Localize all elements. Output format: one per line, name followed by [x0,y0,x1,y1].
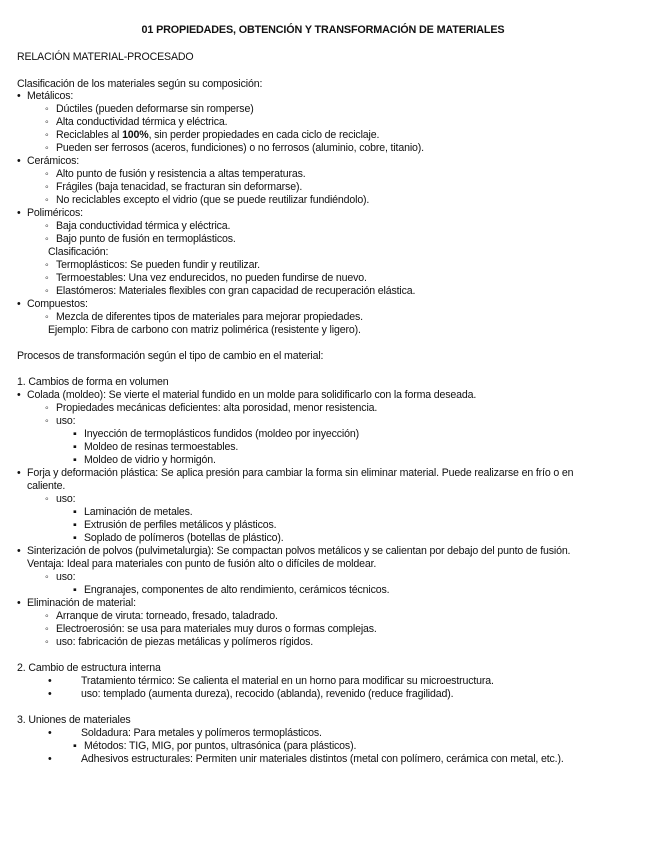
list-item: Baja conductividad térmica y eléctrica. [56,220,231,232]
bullet-disc: • [17,155,21,167]
list-item: uso: templado (aumenta dureza), recocido (ablanda), revenido (reduce fragilidad). [81,688,454,700]
bullet-disc: • [17,389,21,401]
advantage-text: Ventaja: Ideal para materiales con punto de fusión alto o difíciles de moldear. [27,558,377,570]
list-item: Alto punto de fusión y resistencia a altas temperaturas. [56,168,306,180]
list-item: Engranajes, componentes de alto rendimiento, cerámicos técnicos. [84,584,390,596]
bullet-circle: ◦ [45,415,49,427]
bullet-disc: • [17,298,21,310]
bullet-disc: • [48,675,52,687]
list-item: Soplado de polímeros (botellas de plástico). [84,532,284,544]
bullet-square: ▪ [73,441,77,453]
list-item: Pueden ser ferrosos (aceros, fundiciones) o no ferrosos (aluminio, cobre, titanio). [56,142,424,154]
text-fragment: Reciclables al [56,129,123,141]
bullet-square: ▪ [73,454,77,466]
section-3-heading: 3. Uniones de materiales [17,714,131,726]
bullet-square: ▪ [73,584,77,596]
list-item: Laminación de metales. [84,506,193,518]
bullet-disc: • [17,90,21,102]
list-item: Métodos: TIG, MIG, por puntos, ultrasónica (para plásticos). [84,740,357,752]
bullet-square: ▪ [73,428,77,440]
bullet-disc: • [48,753,52,765]
bullet-circle: ◦ [45,168,49,180]
bullet-circle: ◦ [45,103,49,115]
bullet-disc: • [48,727,52,739]
bullet-circle: ◦ [45,402,49,414]
list-item: Tratamiento térmico: Se calienta el material en un horno para modificar su microestructura. [81,675,494,687]
list-item: Dúctiles (pueden deformarse sin romperse) [56,103,254,115]
bullet-circle: ◦ [45,311,49,323]
bullet-square: ▪ [73,506,77,518]
list-item: Termoplásticos: Se pueden fundir y reutilizar. [56,259,260,271]
list-item: No reciclables excepto el vidrio (que se puede reutilizar fundiéndolo). [56,194,370,206]
list-item: Extrusión de perfiles metálicos y plásticos. [84,519,277,531]
category-metalicos: Metálicos: [27,90,74,102]
list-item: Mezcla de diferentes tipos de materiales para mejorar propiedades. [56,311,363,323]
list-item: Termoestables: Una vez endurecidos, no pueden fundirse de nuevo. [56,272,367,284]
list-item: Bajo punto de fusión en termoplásticos. [56,233,236,245]
bullet-circle: ◦ [45,233,49,245]
bullet-circle: ◦ [45,623,49,635]
uso-label: uso: [56,571,76,583]
bullet-square: ▪ [73,519,77,531]
category-polimericos: Poliméricos: [27,207,83,219]
bold-percent: 100% [122,129,149,141]
bullet-square: ▪ [73,740,77,752]
bullet-circle: ◦ [45,194,49,206]
bullet-circle: ◦ [45,129,49,141]
bullet-circle: ◦ [45,181,49,193]
bullet-disc: • [17,467,21,479]
bullet-disc: • [17,545,21,557]
category-ceramicos: Cerámicos: [27,155,80,167]
category-compuestos: Compuestos: [27,298,88,310]
bullet-disc: • [17,597,21,609]
processes-intro: Procesos de transformación según el tipo de cambio en el material: [17,350,324,362]
list-item: Soldadura: Para metales y polímeros termoplásticos. [81,727,322,739]
process-forja-cont: caliente. [27,480,66,492]
bullet-circle: ◦ [45,272,49,284]
bullet-circle: ◦ [45,610,49,622]
list-item: Moldeo de resinas termoestables. [84,441,239,453]
bullet-square: ▪ [73,532,77,544]
bullet-disc: • [17,207,21,219]
bullet-circle: ◦ [45,259,49,271]
sub-label: Clasificación: [48,246,109,258]
list-item: Elastómeros: Materiales flexibles con gran capacidad de recuperación elástica. [56,285,416,297]
list-item: Frágiles (baja tenacidad, se fracturan sin deformarse). [56,181,303,193]
list-item: Adhesivos estructurales: Permiten unir materiales distintos (metal con polímero, cerámica con metal, etc.). [81,753,564,765]
process-sinterizacion: Sinterización de polvos (pulvimetalurgia): Se compactan polvos metálicos y se calientan por debajo del punto de fusión. [27,545,571,557]
list-item: Inyección de termoplásticos fundidos (moldeo por inyección) [84,428,359,440]
bullet-circle: ◦ [45,116,49,128]
bullet-circle: ◦ [45,636,49,648]
list-item: uso: fabricación de piezas metálicas y polímeros rígidos. [56,636,314,648]
list-item-recyclable [56,129,379,142]
uso-label: uso: [56,415,76,427]
section-2-heading: 2. Cambio de estructura interna [17,662,161,674]
page-title: 01 PROPIEDADES, OBTENCIÓN Y TRANSFORMACIÓN DE MATERIALES [141,24,505,36]
list-item: Moldeo de vidrio y hormigón. [84,454,216,466]
bullet-circle: ◦ [45,142,49,154]
process-eliminacion: Eliminación de material: [27,597,136,609]
section-1-heading: 1. Cambios de forma en volumen [17,376,169,388]
bullet-circle: ◦ [45,493,49,505]
uso-label: uso: [56,493,76,505]
list-item: Alta conductividad térmica y eléctrica. [56,116,228,128]
list-item: Electroerosión: se usa para materiales muy duros o formas complejas. [56,623,377,635]
section-heading: RELACIÓN MATERIAL-PROCESADO [17,51,194,63]
bullet-circle: ◦ [45,285,49,297]
process-colada: Colada (moldeo): Se vierte el material fundido en un molde para solidificarlo con la forma deseada. [27,389,477,401]
list-item: Propiedades mecánicas deficientes: alta porosidad, menor resistencia. [56,402,378,414]
bullet-circle: ◦ [45,571,49,583]
bullet-disc: • [48,688,52,700]
classification-intro: Clasificación de los materiales según su composición: [17,78,263,90]
example-text: Ejemplo: Fibra de carbono con matriz polimérica (resistente y ligero). [48,324,361,336]
list-item: Arranque de viruta: torneado, fresado, taladrado. [56,610,278,622]
text-fragment: , sin perder propiedades en cada ciclo de reciclaje. [148,129,380,141]
bullet-circle: ◦ [45,220,49,232]
process-forja: Forja y deformación plástica: Se aplica presión para cambiar la forma sin eliminar material. Puede realizarse en frío o en [27,467,574,479]
